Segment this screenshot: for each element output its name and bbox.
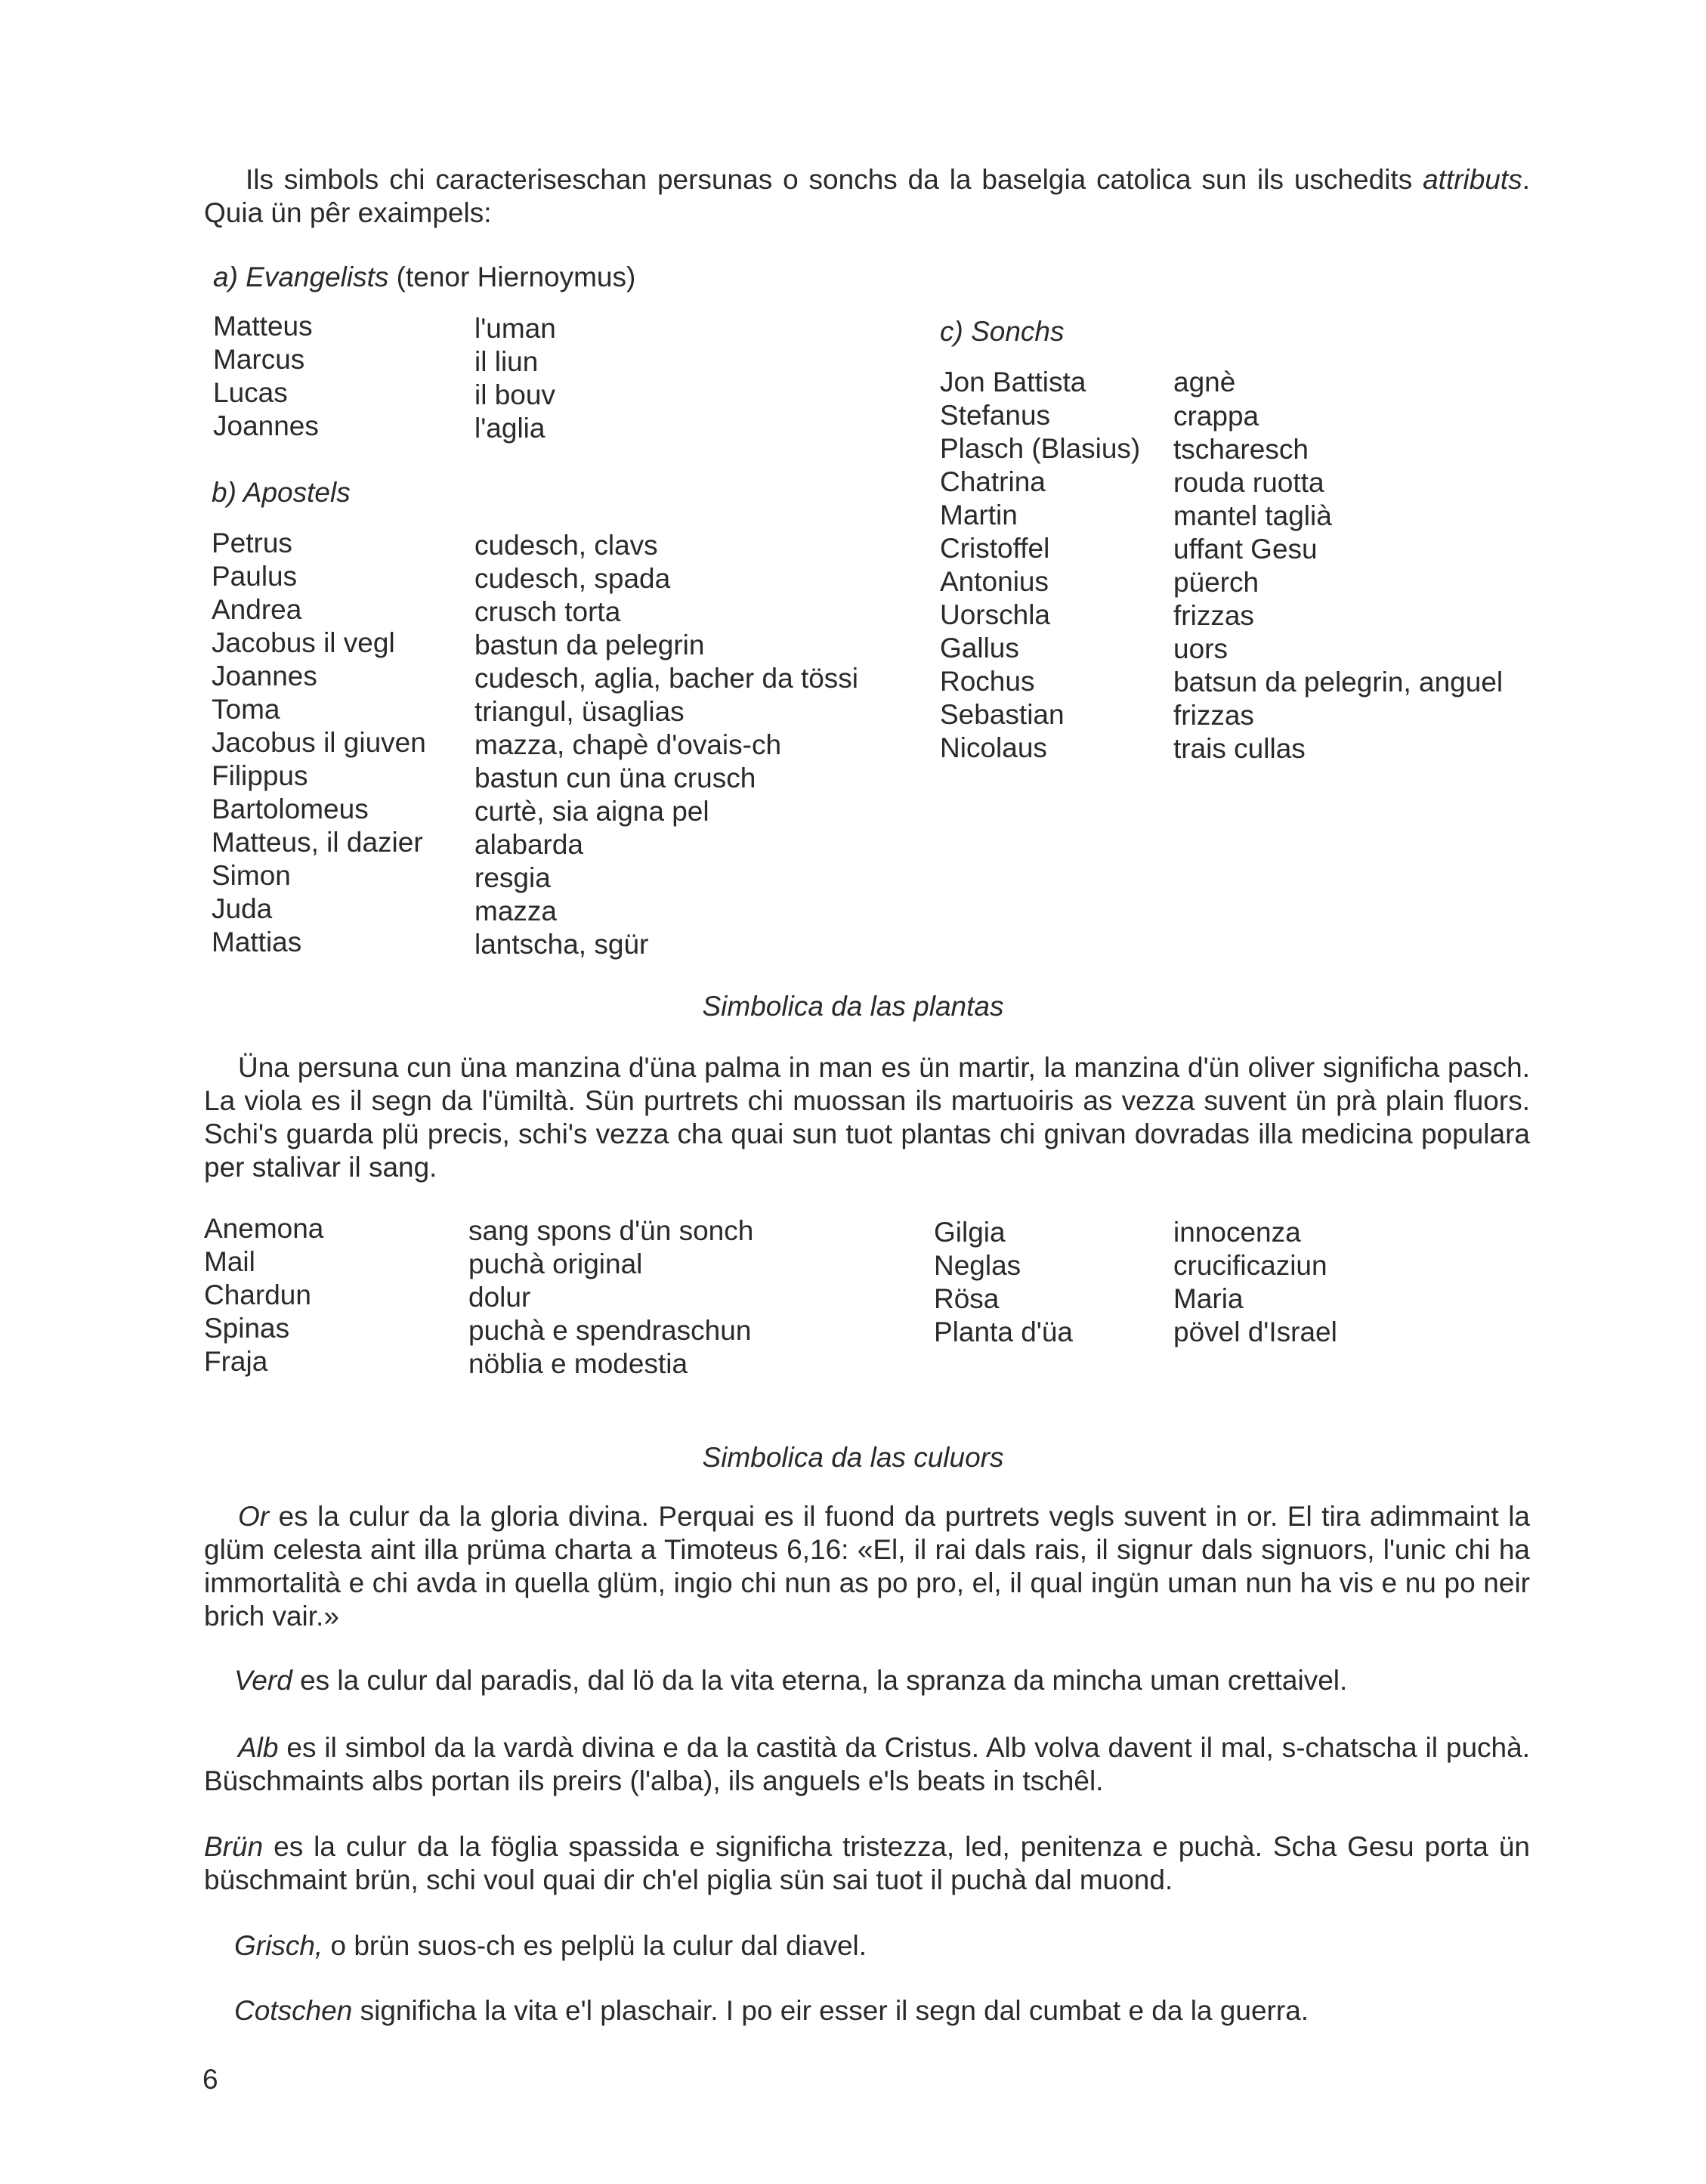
sonch-symbol: crappa	[1173, 401, 1259, 432]
color-paragraph-cotschen	[204, 1994, 1530, 2028]
plant-name: Rösa	[934, 1283, 1000, 1314]
color-text: es il simbol da la vardà divina e da la castità da Cristus. Alb volva davent il mal, s-chatscha il puchà. Büschmaints albs portan ils preirs (l'alba), ils anguels e'ls beats in tschêl.	[204, 1732, 1530, 1796]
apostel-symbol: cudesch, aglia, bacher da tössi	[474, 663, 859, 694]
color-term: Alb	[238, 1732, 279, 1763]
color-paragraph-alb	[204, 1731, 1530, 1798]
plant-name: Spinas	[204, 1313, 290, 1344]
intro-text-end: . Quia ün pêr exaimpels:	[204, 164, 1530, 228]
color-term: Grisch,	[234, 1930, 323, 1961]
intro-text: Ils simbols chi caracteriseschan persunas o sonchs da la baselgia catolica sun ils uschedits	[246, 164, 1423, 195]
plant-meaning: puchà original	[468, 1248, 643, 1279]
sonch-name: Nicolaus	[940, 732, 1047, 763]
apostel-name: Jacobus il giuven	[212, 727, 426, 758]
color-term: Verd	[234, 1665, 292, 1696]
evangelist-symbol: il liun	[474, 346, 539, 377]
sonch-symbol: uors	[1173, 633, 1228, 664]
intro-term: attributs	[1423, 164, 1522, 195]
apostel-name: Joannes	[212, 660, 317, 691]
sonch-name: Chatrina	[940, 466, 1046, 497]
sonch-name: Martin	[940, 500, 1018, 531]
sonch-symbol: frizzas	[1173, 600, 1254, 631]
apostel-symbol: lantscha, sgür	[474, 929, 649, 960]
apostel-symbol: resgia	[474, 862, 551, 893]
color-text: significha la vita e'l plaschair. I po eir esser il segn dal cumbat e da la guerra.	[352, 1995, 1309, 2026]
sonch-name: Plasch (Blasius)	[940, 433, 1141, 464]
color-text: o brün suos-ch es pelplü la culur dal diavel.	[323, 1930, 867, 1961]
plant-name: Anemona	[204, 1213, 324, 1244]
sonch-symbol: batsun da pelegrin, anguel	[1173, 667, 1504, 698]
apostels-heading: b) Apostels	[212, 477, 351, 508]
plant-meaning: dolur	[468, 1282, 531, 1313]
apostel-name: Simon	[212, 860, 291, 891]
color-paragraph-or	[204, 1500, 1530, 1633]
apostel-name: Andrea	[212, 594, 302, 625]
sonchs-heading: c) Sonchs	[940, 316, 1065, 347]
apostel-name: Petrus	[212, 527, 292, 558]
evangelists-note: (tenor Hiernoymus)	[388, 261, 636, 292]
color-text: es la culur dal paradis, dal lö da la vita eterna, la spranza da mincha uman crettaivel.	[292, 1665, 1348, 1696]
page-number: 6	[202, 2064, 218, 2095]
color-paragraph-verd	[204, 1664, 1530, 1697]
intro-paragraph	[204, 163, 1530, 230]
apostel-symbol: triangul, üsaglias	[474, 696, 685, 727]
evangelists-row	[474, 312, 556, 345]
plant-meaning: innocenza	[1173, 1217, 1301, 1248]
apostel-name: Bartolomeus	[212, 793, 369, 824]
sonch-name: Gallus	[940, 633, 1019, 664]
apostel-name: Filippus	[212, 760, 308, 791]
evangelist-symbol: l'aglia	[474, 413, 545, 444]
color-text: es la culur da la föglia spassida e significha tristezza, led, penitenza e puchà. Scha Gesu porta ün büschmaint brün, schi voul quai dir ch'el piglia sün sai tuot il puchà dal muond.	[204, 1831, 1530, 1895]
evangelist-symbol: il bouv	[474, 379, 555, 410]
color-term: Brün	[204, 1831, 264, 1862]
apostel-name: Toma	[212, 694, 280, 725]
plant-name: Chardun	[204, 1279, 311, 1310]
apostel-name: Mattias	[212, 926, 302, 957]
apostel-name: Paulus	[212, 561, 298, 592]
sonch-name: Antonius	[940, 566, 1049, 597]
plant-meaning: puchà e spendraschun	[468, 1315, 752, 1346]
color-paragraph-brun	[204, 1830, 1530, 1897]
plants-heading: Simbolica da las plantas	[702, 991, 1004, 1022]
plant-meaning: Maria	[1173, 1283, 1244, 1314]
plant-meaning: sang spons d'ün sonch	[468, 1215, 754, 1246]
evangelist-name: Matteus	[213, 311, 313, 342]
apostel-symbol: mazza, chapè d'ovais-ch	[474, 729, 782, 760]
plant-meaning: crucificaziun	[1173, 1250, 1327, 1281]
color-term: Or	[238, 1501, 270, 1532]
plant-name: Gilgia	[934, 1217, 1006, 1248]
sonch-symbol: frizzas	[1173, 700, 1254, 731]
sonch-name: Stefanus	[940, 400, 1051, 431]
sonch-name: Sebastian	[940, 699, 1065, 730]
color-paragraph-grisch	[204, 1929, 1530, 1963]
sonch-symbol: rouda ruotta	[1173, 467, 1324, 498]
sonch-name: Jon Battista	[940, 367, 1086, 398]
sonch-name: Uorschla	[940, 599, 1050, 630]
sonch-name: Cristoffel	[940, 533, 1050, 564]
sonch-name: Rochus	[940, 666, 1035, 697]
evangelists-row	[213, 310, 313, 343]
plant-name: Mail	[204, 1246, 255, 1277]
plant-meaning: nöblia e modestia	[468, 1348, 688, 1379]
apostel-name: Matteus, il dazier	[212, 827, 423, 858]
color-term: Cotschen	[234, 1995, 353, 2026]
evangelists-heading	[213, 261, 635, 294]
plant-name: Planta d'üa	[934, 1316, 1073, 1347]
evangelist-name: Lucas	[213, 377, 288, 408]
apostel-symbol: bastun cun üna crusch	[474, 763, 756, 793]
plants-paragraph: Üna persuna cun üna manzina d'üna palma in man es ün martir, la manzina d'ün oliver significha pasch. La viola es il segn da l'ümiltà. Sün purtrets chi muossan ils martuoiris as vezza suvent ün prà plain fluors. Schi's guarda plü precis, schi's vezza cha quai sun tuot plantas chi gnivan dovradas illa medicina populara per stalivar il sang.	[204, 1052, 1530, 1183]
apostel-symbol: cudesch, clavs	[474, 530, 658, 561]
sonch-symbol: trais cullas	[1173, 733, 1306, 764]
evangelist-symbol: l'uman	[474, 313, 556, 344]
apostel-name: Juda	[212, 893, 273, 924]
evangelists-label: a) Evangelists	[213, 261, 389, 292]
plant-meaning: pövel d'Israel	[1173, 1316, 1337, 1347]
plant-name: Fraja	[204, 1346, 268, 1377]
apostel-symbol: curtè, sia aigna pel	[474, 796, 709, 827]
apostel-symbol: cudesch, spada	[474, 563, 671, 594]
sonch-symbol: tscharesch	[1173, 434, 1309, 465]
color-text: es la culur da la gloria divina. Perquai es il fuond da purtrets vegls suvent in or. El tira adimmaint la glüm celesta aint illa prüma charta a Timoteus 6,16: «El, il rai dals rais, il signur dals signuors, l'unic chi ha immortalità e chi avda in quella glüm, ingio chi nun as po pro, el, il qual ingün uman nun ha vis e nu po neir brich vair.»	[204, 1501, 1530, 1632]
colors-heading: Simbolica da las culuors	[702, 1442, 1004, 1473]
evangelist-name: Marcus	[213, 344, 305, 375]
apostel-name: Jacobus il vegl	[212, 627, 395, 658]
sonch-symbol: püerch	[1173, 567, 1259, 598]
evangelist-name: Joannes	[213, 410, 319, 441]
sonch-symbol: mantel taglià	[1173, 500, 1332, 531]
apostel-symbol: mazza	[474, 896, 557, 926]
plant-name: Neglas	[934, 1250, 1021, 1281]
sonch-symbol: agnè	[1173, 367, 1236, 398]
apostel-symbol: bastun da pelegrin	[474, 630, 705, 660]
sonch-symbol: uffant Gesu	[1173, 534, 1318, 565]
apostel-symbol: alabarda	[474, 829, 584, 860]
apostel-symbol: crusch torta	[474, 596, 621, 627]
